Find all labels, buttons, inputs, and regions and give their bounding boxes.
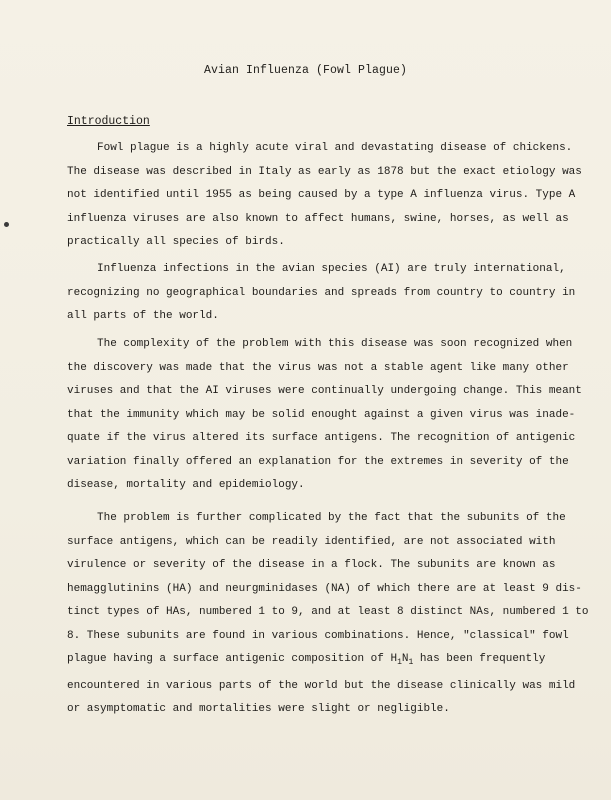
section-heading: Introduction <box>67 115 150 128</box>
paragraph-line: viruses and that the AI viruses were continually undergoing change. This meant <box>67 385 582 397</box>
paragraph-line: not identified until 1955 as being caused by a type A influenza virus. Type A <box>67 189 576 201</box>
paragraph-line: practically all species of birds. <box>67 236 285 248</box>
formula-subscript-h: 1 <box>397 658 402 668</box>
paragraph-line: surface antigens, which can be readily identified, are not associated with <box>67 535 556 548</box>
paragraph-line: 8. These subunits are found in various combinations. Hence, "classical" fowl <box>67 629 569 642</box>
paragraph-line: tinct types of HAs, numbered 1 to 9, and at least 8 distinct NAs, numbered 1 to <box>67 606 589 618</box>
punch-hole-mark <box>4 222 9 227</box>
paragraph-3 <box>67 333 582 498</box>
paragraph-line: Influenza infections in the avian species (AI) are truly international, <box>97 263 566 275</box>
paragraph-line: The problem is further complicated by the fact that the subunits of the <box>97 512 566 524</box>
paragraph-line: that the immunity which may be solid enought against a given virus was inade- <box>67 408 576 421</box>
document-title: Avian Influenza (Fowl Plague) <box>203 64 408 77</box>
paragraph-line: hemagglutinins (HA) and neurgminidases (NA) of which there are at least 9 dis- <box>67 582 582 595</box>
paragraph-line: disease, mortality and epidemiology. <box>67 479 305 491</box>
paragraph-line: quate if the virus altered its surface antigens. The recognition of antigenic <box>67 432 576 444</box>
formula-after: has been frequently <box>413 653 546 665</box>
paragraph-line: The disease was described in Italy as early as 1878 but the exact etiology was <box>67 165 582 178</box>
paragraph-line: recognizing no geographical boundaries and spreads from country to country in <box>67 286 576 299</box>
formula-before: plague having a surface antigenic composition of H <box>67 653 398 665</box>
paragraph-line: all parts of the world. <box>67 310 219 322</box>
paragraph-line: virulence or severity of the disease in a flock. The subunits are known as <box>67 559 556 571</box>
paragraph-1 <box>67 137 582 255</box>
paragraph-line: The complexity of the problem with this disease was soon recognized when <box>97 338 573 350</box>
paragraph-line: influenza viruses are also known to affect humans, swine, horses, as well as <box>67 212 569 225</box>
paragraph-line: encountered in various parts of the world but the disease clinically was mild <box>67 679 576 692</box>
formula-mid: N <box>401 653 409 665</box>
paragraph-line: the discovery was made that the virus was not a stable agent like many other <box>67 361 569 374</box>
paragraph-line: or asymptomatic and mortalities were slight or negligible. <box>67 703 450 716</box>
formula-subscript-n: 1 <box>408 658 414 668</box>
paragraph-line: Fowl plague is a highly acute viral and devastating disease of chickens. <box>97 142 573 154</box>
paragraph-line: variation finally offered an explanation for the extremes in severity of the <box>67 455 569 468</box>
paragraph-4 <box>67 507 589 722</box>
paragraph-2 <box>67 258 576 329</box>
formula-line <box>67 648 557 675</box>
